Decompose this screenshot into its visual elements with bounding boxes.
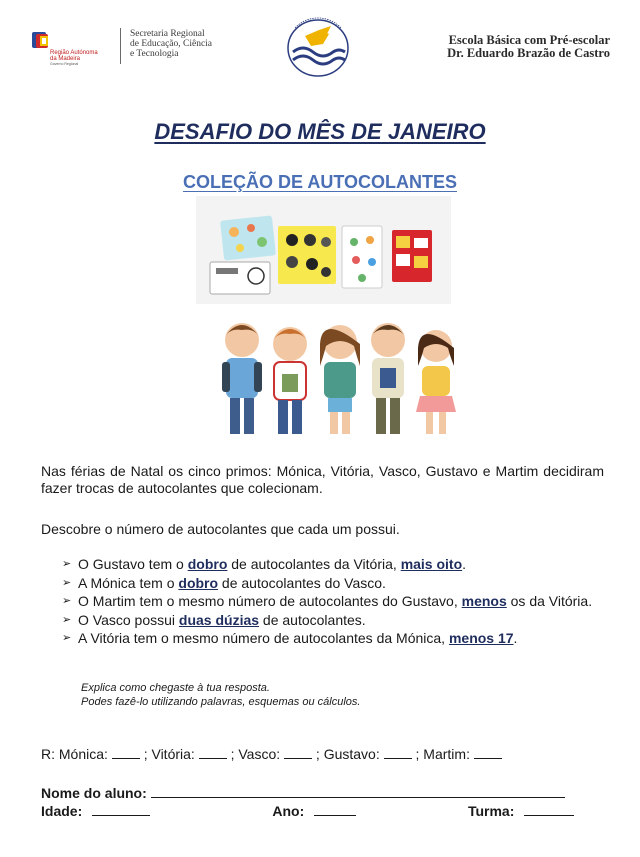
age-field[interactable]	[92, 803, 150, 816]
clue-item	[62, 612, 607, 629]
school-name-line1: Escola Básica com Pré-escolar	[448, 33, 610, 47]
arrow-bullet-icon: ➢	[62, 576, 72, 589]
clue-item	[62, 575, 607, 592]
page-subtitle-text: COLEÇÃO DE AUTOCOLANTES	[182, 172, 457, 192]
svg-text:da Madeira: da Madeira	[50, 56, 81, 62]
answer-line	[41, 746, 502, 762]
answer-label-vitoria: ; Vitória:	[143, 746, 195, 762]
clue-text: de autocolantes da Vitória,	[227, 556, 401, 572]
answer-blank-martim[interactable]	[474, 746, 502, 759]
student-name-label: Nome do aluno:	[41, 785, 147, 801]
header-divider	[120, 28, 121, 64]
answer-label-martim: ; Martim:	[415, 746, 470, 762]
school-name-line2: Dr. Eduardo Brazão de Castro	[447, 46, 610, 60]
student-name-row	[41, 785, 565, 801]
task-instruction: Descobre o número de autocolantes que cada um possui.	[41, 521, 400, 537]
clue-text: .	[462, 556, 467, 572]
clue-keyword: menos	[461, 593, 507, 609]
page-title	[0, 119, 640, 145]
children-illustration	[212, 314, 462, 444]
clue-keyword: menos 17	[448, 630, 514, 646]
clue-text: A Vitória tem o mesmo número de autocolantes da Mónica,	[78, 630, 449, 646]
year-field[interactable]	[314, 803, 356, 816]
clue-keyword: dobro	[178, 574, 219, 591]
explanation-note	[81, 681, 360, 709]
answer-blank-gustavo[interactable]	[384, 746, 412, 759]
clue-text: A Mónica tem o	[78, 574, 179, 591]
clue-text: O Martim tem o mesmo número de autocolantes do Gustavo,	[78, 593, 462, 609]
arrow-bullet-icon: ➢	[62, 595, 72, 607]
clue-keyword: duas dúzias	[178, 611, 260, 628]
explanation-line: Explica como chegaste à tua resposta.	[81, 682, 270, 694]
clue-keyword: dobro	[187, 556, 228, 572]
page-subtitle	[0, 172, 640, 193]
arrow-bullet-icon: ➢	[62, 632, 72, 644]
arrow-bullet-icon: ➢	[62, 613, 72, 626]
region-logo	[32, 28, 112, 68]
svg-text:Região Autónoma: Região Autónoma	[50, 50, 98, 56]
clue-text: O Vasco possui	[78, 611, 179, 628]
student-info-row	[41, 803, 581, 819]
clue-text: O Gustavo tem o	[78, 556, 188, 572]
explanation-line: Podes fazê-lo utilizando palavras, esquemas ou cálculos.	[81, 696, 361, 708]
class-field[interactable]	[524, 803, 574, 816]
clue-text: os da Vitória.	[506, 593, 593, 609]
answer-blank-vasco[interactable]	[284, 746, 312, 759]
secretariat-name: Secretaria Regional de Educação, Ciência e Tecnologia	[130, 29, 213, 59]
age-label: Idade:	[41, 803, 83, 819]
page-title-text: DESAFIO DO MÊS DE JANEIRO	[154, 119, 486, 144]
clue-item	[62, 593, 607, 610]
school-name	[447, 34, 610, 60]
student-name-field[interactable]	[151, 785, 565, 798]
sticker-collection-image	[196, 196, 451, 304]
answer-blank-monica[interactable]	[112, 746, 140, 759]
answer-label-monica: R: Mónica:	[41, 746, 108, 762]
clue-text: de autocolantes.	[259, 611, 366, 628]
school-logo	[283, 14, 353, 78]
clue-keyword: mais oito	[400, 556, 463, 572]
year-label: Ano:	[272, 803, 305, 819]
clue-text: .	[513, 630, 518, 646]
clue-item	[62, 556, 607, 573]
intro-paragraph: Nas férias de Natal os cinco primos: Mónica, Vitória, Vasco, Gustavo e Martim decidiram fazer trocas de autocolantes que colecionam.	[41, 463, 604, 496]
class-label: Turma:	[467, 803, 515, 819]
clue-text: de autocolantes do Vasco.	[218, 574, 386, 591]
answer-label-gustavo: ; Gustavo:	[315, 746, 380, 762]
svg-text:Governo Regional: Governo Regional	[50, 62, 79, 66]
answer-label-vasco: ; Vasco:	[230, 746, 281, 762]
clue-list	[62, 556, 607, 649]
arrow-bullet-icon: ➢	[62, 558, 72, 570]
answer-blank-vitoria[interactable]	[199, 746, 227, 759]
clue-item	[62, 630, 607, 647]
